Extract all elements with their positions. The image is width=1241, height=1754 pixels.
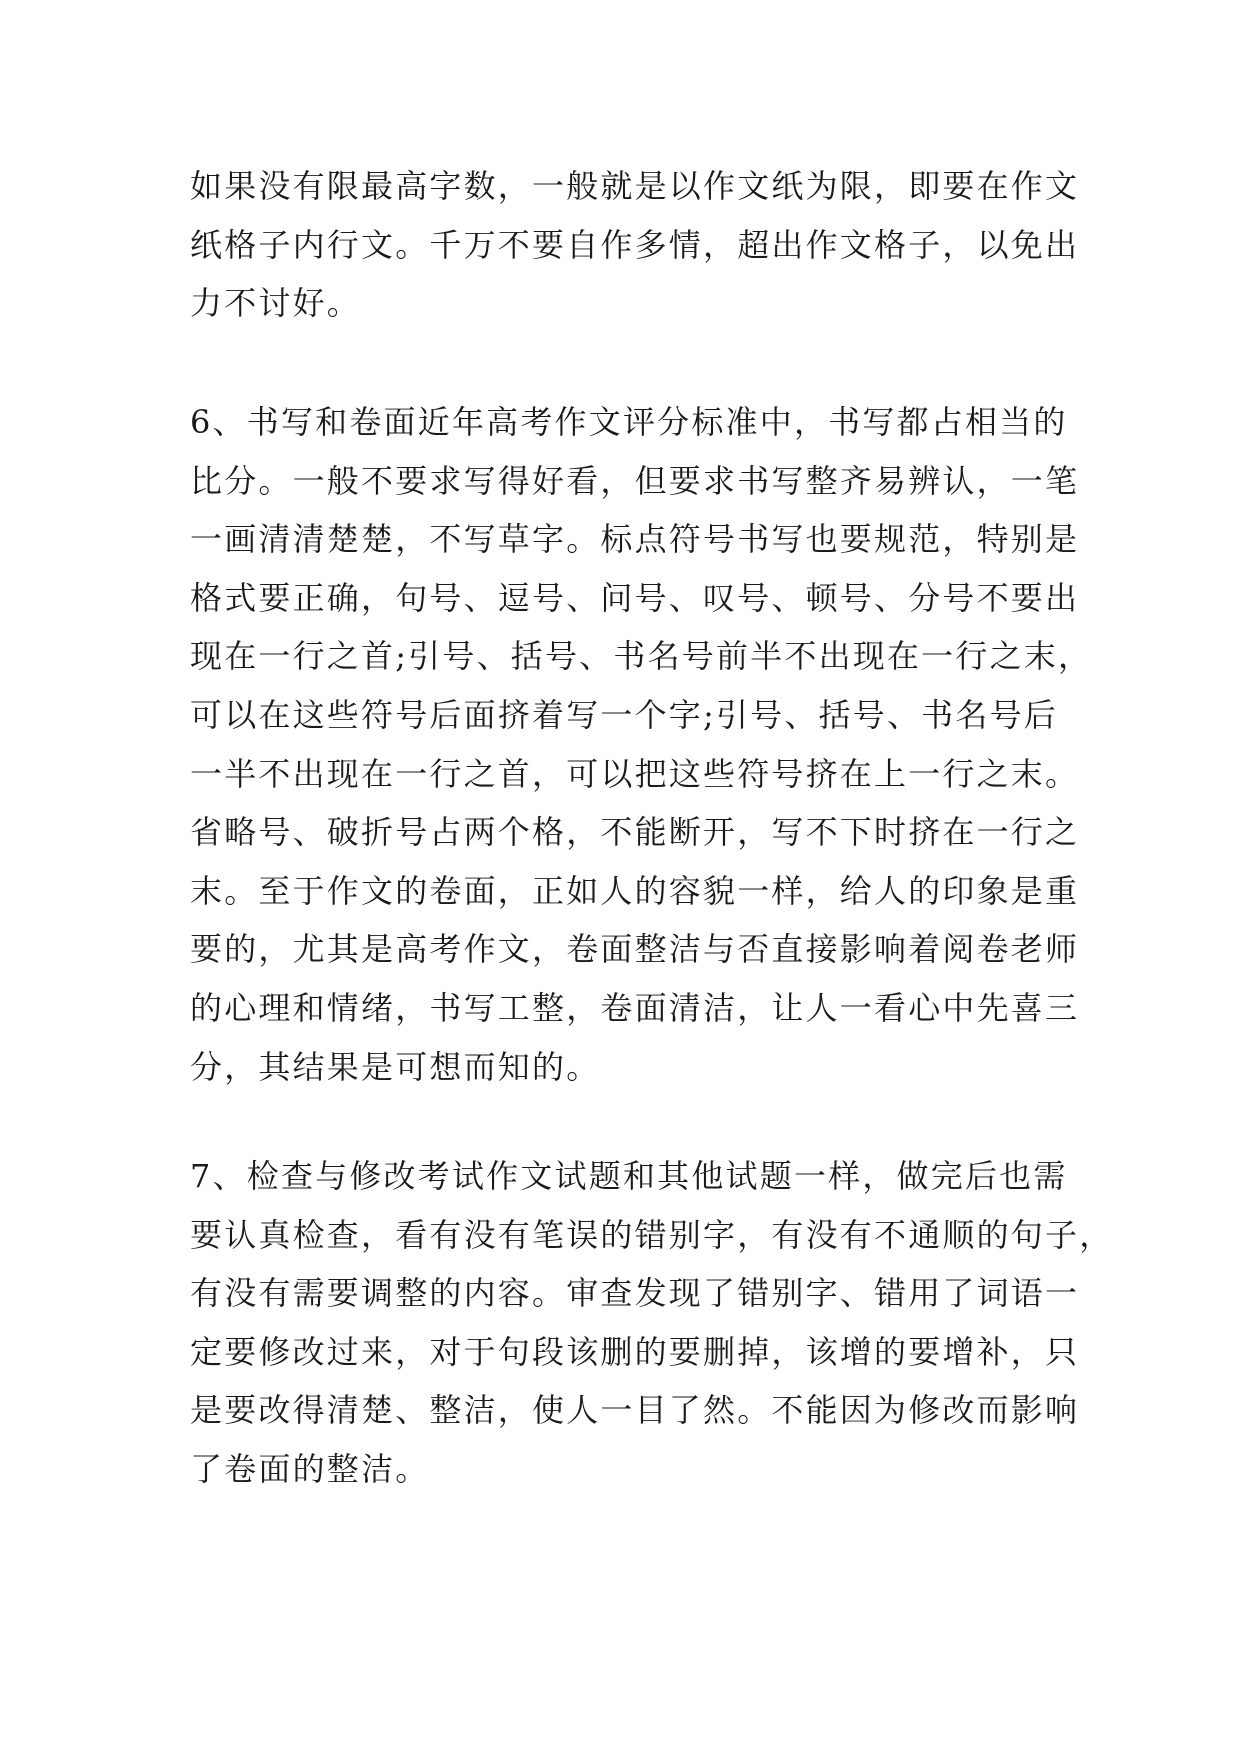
text-line: 有没有需要调整的内容。审查发现了错别字、错用了词语一	[190, 1274, 1080, 1313]
paragraph-word-limit	[190, 157, 1080, 333]
text-line: 7、检查与修改考试作文试题和其他试题一样，做完后也需	[190, 1157, 1068, 1195]
text-line: 一画清清楚楚，不写草字。标点符号书写也要规范，特别是	[190, 520, 1080, 559]
text-line: 要认真检查，看有没有笔误的错别字，有没有不通顺的句子，	[190, 1215, 1114, 1254]
text-line: 纸格子内行文。千万不要自作多情，超出作文格子，以免出	[190, 225, 1080, 264]
text-line: 是要改得清楚、整洁，使人一目了然。不能因为修改而影响	[190, 1391, 1080, 1430]
text-line: 省略号、破折号占两个格，不能断开，写不下时挤在一行之	[190, 813, 1080, 852]
text-line: 末。至于作文的卷面，正如人的容貌一样，给人的印象是重	[190, 871, 1080, 910]
text-line: 6、书写和卷面近年高考作文评分标准中，书写都占相当的	[190, 403, 1068, 441]
text-line: 要的，尤其是高考作文，卷面整洁与否直接影响着阅卷老师	[190, 930, 1080, 969]
text-line: 定要修改过来，对于句段该删的要删掉，该增的要增补，只	[190, 1332, 1080, 1371]
text-line: 如果没有限最高字数，一般就是以作文纸为限，即要在作文	[190, 167, 1080, 205]
text-line: 格式要正确，句号、逗号、问号、叹号、顿号、分号不要出	[190, 578, 1080, 617]
text-line: 的心理和情绪，书写工整，卷面清洁，让人一看心中先喜三	[190, 988, 1080, 1027]
text-line: 可以在这些符号后面挤着写一个字;引号、括号、书名号后	[190, 695, 1058, 734]
text-line: 比分。一般不要求写得好看，但要求书写整齐易辨认，一笔	[190, 461, 1080, 500]
text-line: 现在一行之首;引号、括号、书名号前半不出现在一行之末，	[190, 637, 1093, 676]
text-line: 了卷面的整洁。	[190, 1449, 430, 1488]
paragraph-handwriting	[190, 393, 1093, 1096]
text-line: 力不讨好。	[190, 284, 362, 323]
text-line: 一半不出现在一行之首，可以把这些符号挤在上一行之末。	[190, 754, 1080, 793]
text-line: 分，其结果是可想而知的。	[190, 1047, 601, 1086]
paragraph-revision	[190, 1147, 1114, 1499]
